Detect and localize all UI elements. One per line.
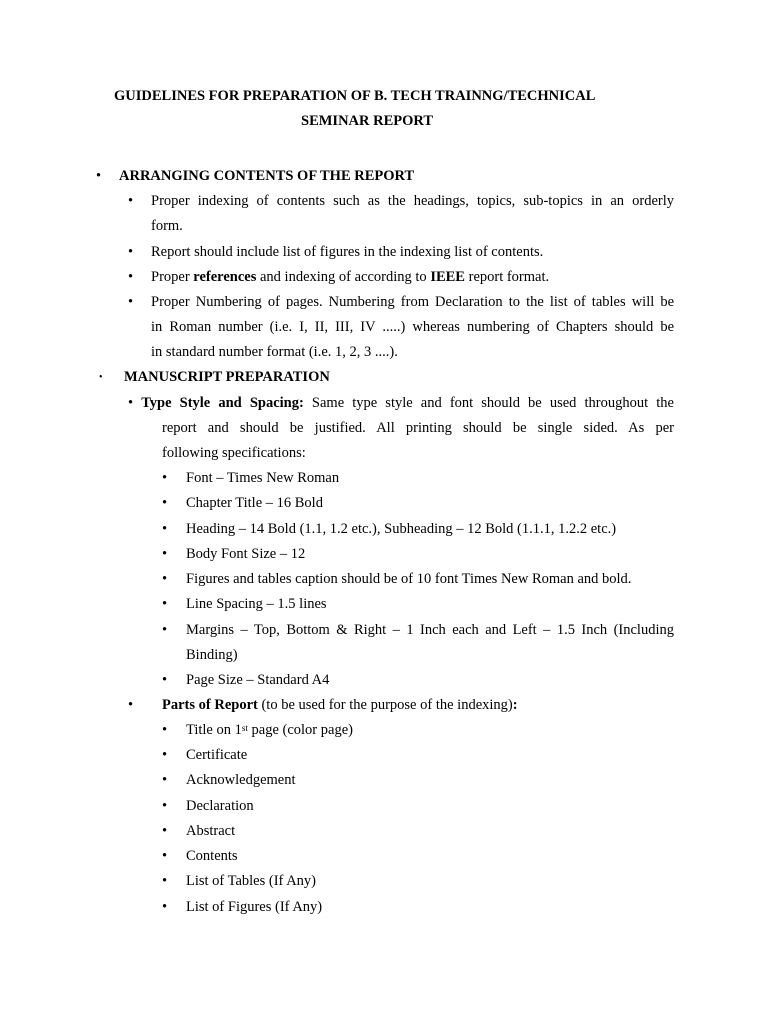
text-run: Title on 1 [186, 722, 242, 738]
list-item-text-continued: in Roman number (i.e. I, II, III, IV .....) whereas numbering of Chapters should be [151, 319, 674, 335]
list-bullet-icon: • [162, 848, 168, 864]
text-run: and indexing of according to [256, 269, 431, 285]
parts-of-report-heading [162, 697, 518, 714]
part-item: Declaration [186, 798, 254, 814]
type-style-paragraph-continued: report and should be justified. All printing should be single sided. As per [162, 420, 674, 436]
list-bullet-icon: • [162, 571, 168, 587]
emphasis-ieee: IEEE [430, 269, 465, 285]
document-title-line-1: GUIDELINES FOR PREPARATION OF B. TECH TRAINNG/TECHNICAL [114, 88, 596, 104]
type-style-label: Type Style and Spacing: [141, 395, 304, 411]
parts-desc: (to be used for the purpose of the indexing) [257, 697, 513, 713]
spec-item-continued: Binding) [186, 647, 238, 663]
type-style-paragraph-continued: following specifications: [162, 445, 306, 461]
list-item-text [151, 269, 549, 286]
part-item: List of Figures (If Any) [186, 899, 323, 915]
list-bullet-icon: • [162, 798, 168, 814]
list-bullet-icon: • [162, 722, 168, 738]
text-run: page (color page) [247, 722, 353, 738]
type-style-paragraph [128, 395, 674, 412]
spec-item: Heading – 14 Bold (1.1, 1.2 etc.), Subheading – 12 Bold (1.1.1, 1.2.2 etc.) [186, 521, 617, 537]
spec-item: Page Size – Standard A4 [186, 672, 330, 688]
list-bullet-icon: • [128, 294, 134, 310]
list-bullet-icon: • [128, 269, 134, 285]
list-item-text-continued: in standard number format (i.e. 1, 2, 3 ....). [151, 344, 398, 360]
list-item-text: Report should include list of figures in the indexing list of contents. [151, 244, 544, 260]
spec-item: Figures and tables caption should be of 10 font Times New Roman and bold. [186, 571, 632, 587]
list-bullet-icon: • [162, 596, 168, 612]
section-heading-arranging: ARRANGING CONTENTS OF THE REPORT [119, 168, 415, 184]
list-bullet-icon: • [162, 747, 168, 763]
list-item-text: Proper indexing of contents such as the headings, topics, sub-topics in an orderly [151, 193, 674, 209]
part-item: Contents [186, 848, 238, 864]
emphasis-references: references [193, 269, 257, 285]
list-bullet-icon: • [162, 470, 168, 486]
spec-item: Chapter Title – 16 Bold [186, 495, 323, 511]
document-title-line-2: SEMINAR REPORT [301, 113, 434, 129]
part-item: Abstract [186, 823, 236, 839]
section-heading-manuscript: MANUSCRIPT PREPARATION [124, 369, 330, 385]
parts-label: Parts of Report [162, 697, 258, 713]
list-bullet-icon: • [162, 622, 168, 638]
spec-item: Font – Times New Roman [186, 470, 340, 486]
superscript: st [241, 723, 248, 733]
spec-item: Margins – Top, Bottom & Right – 1 Inch each and Left – 1.5 Inch (Including [186, 622, 674, 638]
section-bullet-icon: • [99, 372, 103, 383]
list-bullet-icon: • [162, 772, 168, 788]
list-bullet-icon: • [128, 193, 134, 209]
spec-item: Body Font Size – 12 [186, 546, 306, 562]
text-run: Proper [151, 269, 194, 285]
list-item-text-continued: form. [151, 218, 183, 234]
list-bullet-icon: • [128, 244, 134, 260]
list-bullet-icon: • [162, 823, 168, 839]
text-run: Same type style and font should be used throughout the [303, 395, 674, 411]
list-bullet-icon: • [162, 546, 168, 562]
list-bullet-icon: • [128, 697, 134, 713]
list-bullet-icon: • [128, 395, 134, 411]
parts-colon: : [512, 697, 518, 713]
list-bullet-icon: • [162, 899, 168, 915]
spec-item: Line Spacing – 1.5 lines [186, 596, 327, 612]
list-item-text: Proper Numbering of pages. Numbering from Declaration to the list of tables will be [151, 294, 674, 310]
part-item: Acknowledgement [186, 772, 296, 788]
section-bullet-icon: • [96, 168, 102, 184]
list-bullet-icon: • [162, 873, 168, 889]
part-item: Certificate [186, 747, 248, 763]
part-item: List of Tables (If Any) [186, 873, 316, 889]
list-bullet-icon: • [162, 672, 168, 688]
list-bullet-icon: • [162, 495, 168, 511]
text-run: report format. [464, 269, 550, 285]
part-item [186, 722, 353, 739]
list-bullet-icon: • [162, 521, 168, 537]
